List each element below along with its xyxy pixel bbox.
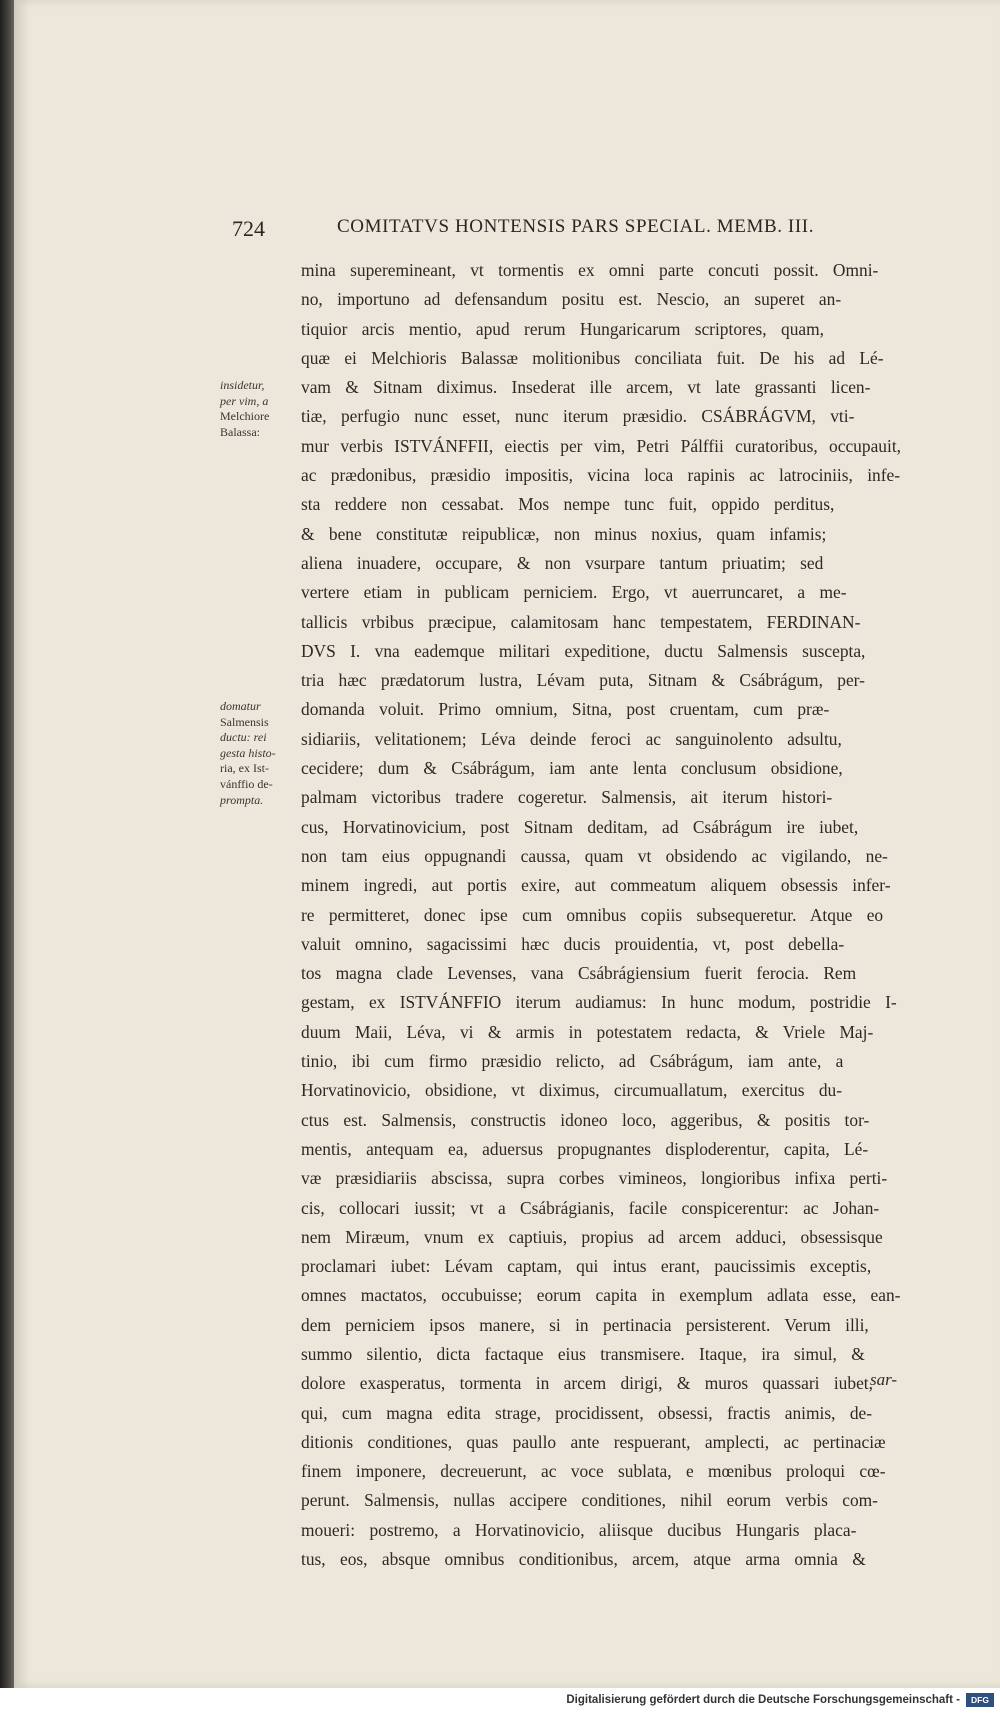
marginal-line: Melchiore (220, 409, 270, 424)
text-line: valuit omnino, sagacissimi hæc ducis prouidentia, vt, post debella- (301, 933, 845, 954)
text-line: domanda voluit. Primo omnium, Sitna, post cruentam, cum præ- (301, 699, 830, 720)
text-line: minem ingredi, aut portis exire, aut commeatum aliquem obsessis infer- (301, 875, 891, 896)
text-line: DVS I. vna eademque militari expeditione, ductu Salmensis suscepta, (301, 640, 866, 661)
text-line: duum Maii, Léva, vi & armis in potestatem redacta, & Vriele Maj- (301, 1021, 874, 1042)
text-line: & bene constitutæ reipublicæ, non minus noxius, quam infamis; (301, 523, 827, 544)
marginal-note-2 (220, 699, 300, 808)
text-line: tria hæc prædatorum lustra, Lévam puta, Sitnam & Csábrágum, per- (301, 670, 865, 691)
marginal-line: Salmensis (220, 714, 269, 729)
marginal-line: ria, ex Ist- (220, 761, 269, 776)
funding-notice: Digitalisierung gefördert durch die Deutsche Forschungsgemeinschaft - (566, 1694, 960, 1706)
page-header (232, 210, 892, 246)
text-line: cus, Horvatinovicium, post Sitnam deditam, ad Csábrágum ire iubet, (301, 816, 859, 837)
text-line: væ præsidiariis abscissa, supra corbes vimineos, longioribus infixa perti- (301, 1168, 888, 1189)
text-line: sta reddere non cessabat. Mos nempe tunc fuit, oppido perditus, (301, 494, 835, 515)
text-line: perunt. Salmensis, nullas accipere conditiones, nihil eorum verbis com- (301, 1490, 878, 1511)
text-line: vam & Sitnam diximus. Insederat ille arcem, vt late grassanti licen- (301, 377, 871, 398)
text-line: ditionis conditiones, quas paullo ante respuerant, amplecti, ac pertinaciæ (301, 1431, 886, 1452)
text-line: tus, eos, absque omnibus conditionibus, arcem, atque arma omnia & (301, 1549, 866, 1570)
text-line: ctus est. Salmensis, constructis idoneo loco, aggeribus, & positis tor- (301, 1109, 870, 1130)
text-line: re permitteret, donec ipse cum omnibus copiis subsequeretur. Atque eo (301, 904, 884, 925)
text-line: non tam eius oppugnandi caussa, quam vt obsidendo ac vigilando, ne- (301, 845, 888, 866)
marginal-line: vánffio de- (220, 776, 273, 791)
text-line: mentis, antequam ea, aduersus propugnantes disploderentur, capita, Lé- (301, 1138, 869, 1159)
book-gutter-shadow (0, 0, 15, 1713)
text-line: sidiariis, velitationem; Léva deinde feroci ac sanguinolento adsultu, (301, 728, 842, 749)
marginal-line: gesta histo- (220, 745, 276, 760)
marginal-line: Balassa: (220, 424, 260, 439)
text-line: omnes mactatos, occubuisse; eorum capita in exemplum adlata esse, ean- (301, 1285, 901, 1306)
text-line: palmam victoribus tradere cogeretur. Salmensis, ait iterum histori- (301, 787, 833, 808)
text-line: cecidere; dum & Csábrágum, iam ante lenta conclusum obsidione, (301, 758, 843, 779)
text-line: aliena inuadere, occupare, & non vsurpare tantum priuatim; sed (301, 552, 824, 573)
marginal-line: ductu: rei (220, 730, 267, 745)
marginal-note-1 (220, 378, 300, 440)
body-text (301, 256, 901, 1574)
text-line: mur verbis ISTVÁNFFII, eiectis per vim, Petri Pálffii curatoribus, occupauit, (301, 435, 901, 456)
text-line: moueri: postremo, a Horvatinovicio, aliisque ducibus Hungaris placa- (301, 1519, 857, 1540)
text-line: ac prædonibus, præsidio impositis, vicina loca rapinis ac latrociniis, infe- (301, 465, 901, 486)
text-line: proclamari iubet: Lévam captam, qui intus erant, paucissimis exceptis, (301, 1256, 872, 1277)
text-line: nem Miræum, vnum ex captiuis, propius ad arcem adduci, obsessisque (301, 1226, 883, 1247)
text-line: no, importuno ad defensandum positu est. Nescio, an superet an- (301, 289, 842, 310)
text-line: qui, cum magna edita strage, procidissent, obsessi, fractis animis, de- (301, 1402, 873, 1423)
text-line: Horvatinovicio, obsidione, vt diximus, circumuallatum, exercitus du- (301, 1080, 843, 1101)
text-line: vertere etiam in publicam perniciem. Ergo, vt auerruncaret, a me- (301, 582, 847, 603)
text-line: mina superemineant, vt tormentis ex omni parte concuti possit. Omni- (301, 260, 879, 280)
text-line: tiquior arcis mentio, apud rerum Hungaricarum scriptores, quam, (301, 318, 824, 339)
text-line: tallicis vrbibus præcipue, calamitosam hanc tempestatem, FERDINAN- (301, 611, 861, 632)
marginal-line: per vim, a (220, 393, 269, 408)
marginal-line: prompta. (220, 792, 264, 807)
text-line: finem imponere, decreuerunt, ac voce sublata, e mœnibus proloqui cœ- (301, 1461, 886, 1482)
text-line: tos magna clade Levenses, vana Csábrágiensium fuerit ferocia. Rem (301, 963, 857, 984)
text-line: dem perniciem ipsos manere, si in pertinacia persisterent. Verum illi, (301, 1314, 869, 1335)
text-line: quæ ei Melchioris Balassæ molitionibus conciliata fuit. De his ad Lé- (301, 347, 884, 368)
page-number: 724 (232, 216, 265, 241)
text-line: cis, collocari iussit; vt a Csábrágianis, facile conspicerentur: ac Johan- (301, 1197, 880, 1218)
marginal-line: insidetur, (220, 378, 265, 392)
text-line: summo silentio, dicta factaque eius transmisere. Itaque, ira simul, & (301, 1343, 865, 1364)
running-title: COMITATVS HONTENSIS PARS SPECIAL. MEMB. III. (337, 216, 815, 237)
text-line: gestam, ex ISTVÁNFFIO iterum audiamus: In hunc modum, postridie I- (301, 992, 897, 1013)
catchword: sar- (870, 1370, 898, 1389)
footer-bar (0, 1688, 1000, 1713)
dfg-logo-icon: DFG (966, 1693, 994, 1707)
text-line: tinio, ibi cum firmo præsidio relicto, ad Csábrágum, iam ante, a (301, 1051, 844, 1072)
text-line: tiæ, perfugio nunc esset, nunc iterum præsidio. CSÁBRÁGVM, vti- (301, 406, 855, 427)
marginal-line: domatur (220, 699, 261, 713)
text-line: dolore exasperatus, tormenta in arcem dirigi, & muros quassari iubet, (301, 1373, 873, 1394)
